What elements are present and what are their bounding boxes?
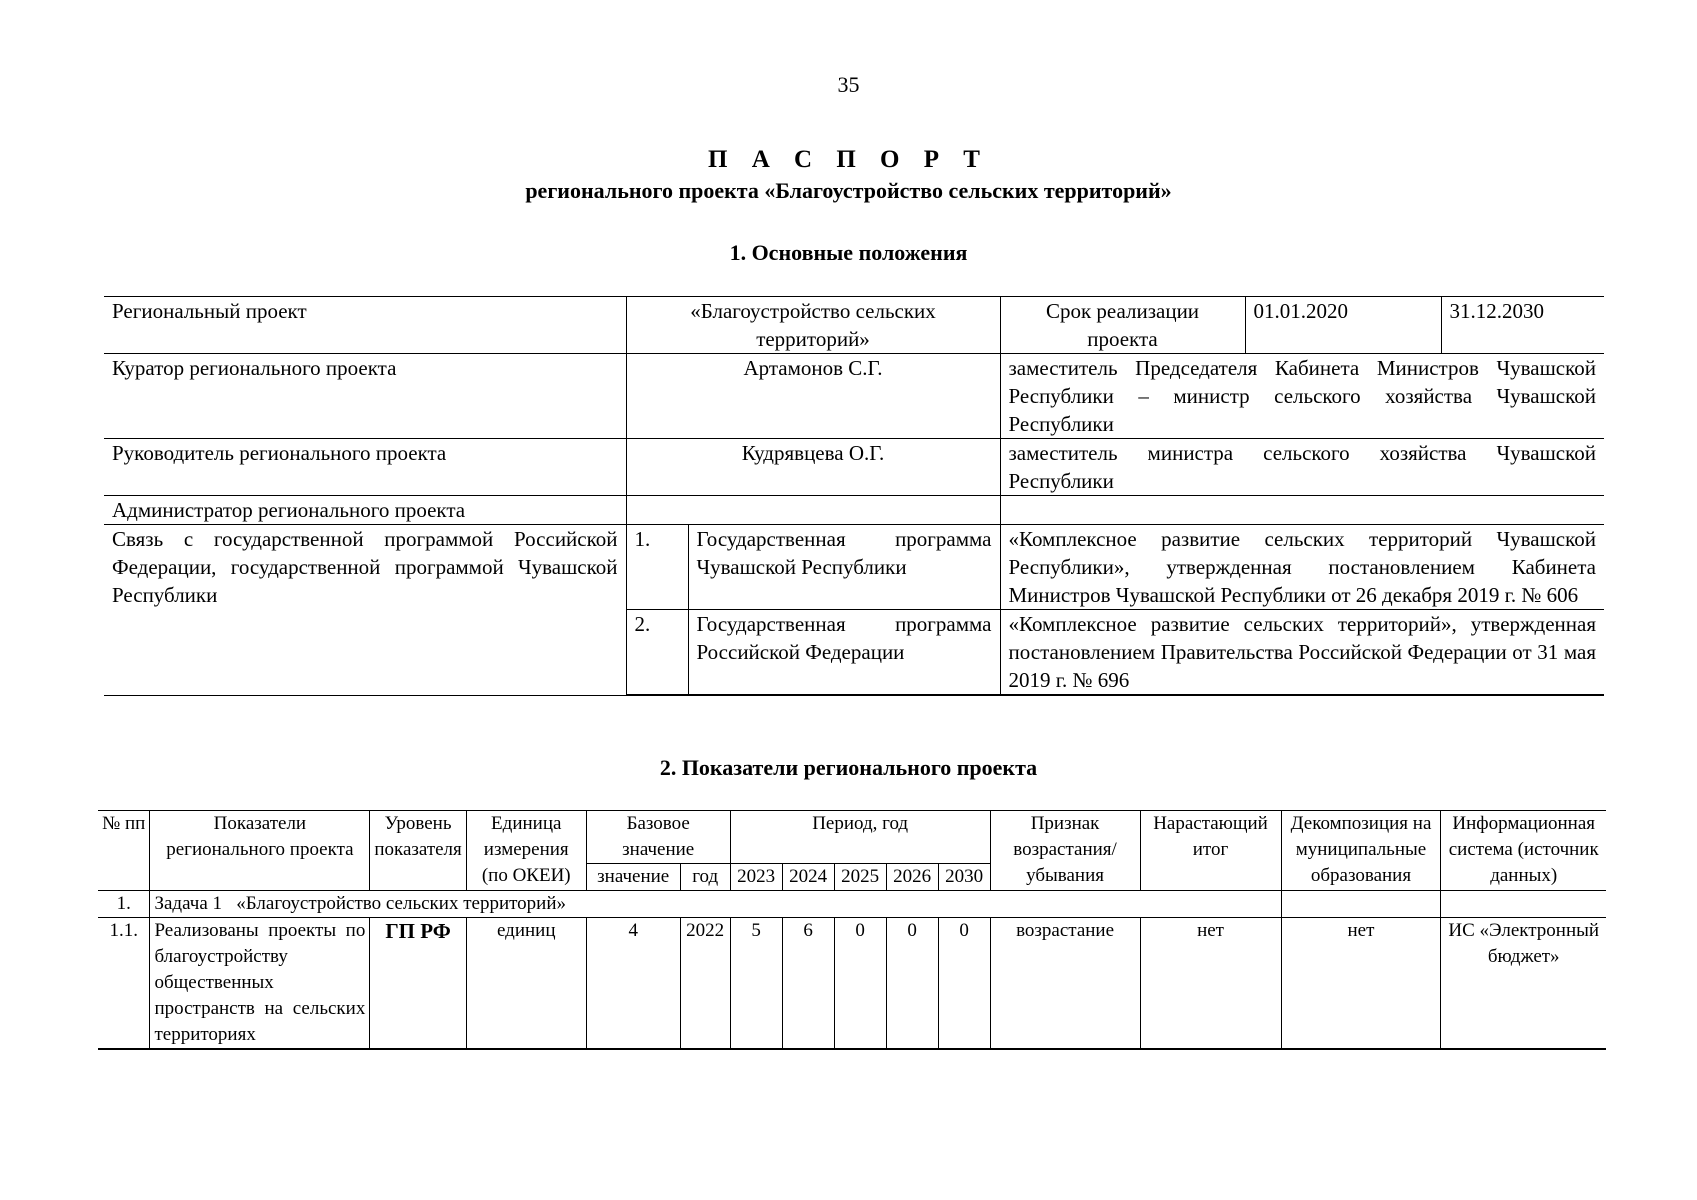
admin-name bbox=[626, 496, 1000, 525]
header-year: 2025 bbox=[834, 864, 886, 891]
program-num: 2. bbox=[626, 610, 688, 696]
program-name: Государственная программа Российской Федерации bbox=[688, 610, 1000, 696]
indicators-table bbox=[98, 810, 1606, 1050]
header-year: 2023 bbox=[730, 864, 782, 891]
main-provisions-table bbox=[104, 296, 1604, 696]
header-base: Базовое значение bbox=[586, 811, 730, 864]
head-name: Кудрявцева О.Г. bbox=[626, 439, 1000, 496]
header-base-value: значение bbox=[586, 864, 680, 891]
row-info-system: ИС «Электронный бюджет» bbox=[1441, 918, 1606, 1050]
project-row bbox=[104, 297, 1604, 354]
row-year-value: 6 bbox=[782, 918, 834, 1050]
head-position: заместитель министра сельского хозяйства Чувашской Республики bbox=[1000, 439, 1604, 496]
header-year: 2024 bbox=[782, 864, 834, 891]
header-base-year: год bbox=[680, 864, 730, 891]
row-year-value: 0 bbox=[834, 918, 886, 1050]
row-decomposition: нет bbox=[1281, 918, 1441, 1050]
task-empty bbox=[1281, 891, 1441, 918]
term-end: 31.12.2030 bbox=[1441, 297, 1604, 354]
task-num: 1. bbox=[98, 891, 150, 918]
header-year: 2030 bbox=[938, 864, 990, 891]
row-cumulative: нет bbox=[1140, 918, 1281, 1050]
row-num: 1.1. bbox=[98, 918, 150, 1050]
head-row bbox=[104, 439, 1604, 496]
program-desc: «Комплексное развитие сельских территорий», утвержденная постановлением Правительства Российской Федерации от 31 мая 2019 г. № 696 bbox=[1000, 610, 1604, 696]
header-info-system: Информационная система (источник данных) bbox=[1441, 811, 1606, 891]
program-num: 1. bbox=[626, 525, 688, 610]
header-trend: Признак возрастания/ убывания bbox=[990, 811, 1140, 891]
row-year-value: 5 bbox=[730, 918, 782, 1050]
curator-name: Артамонов С.Г. bbox=[626, 354, 1000, 439]
row-base-value: 4 bbox=[586, 918, 680, 1050]
document-title: П А С П О Р Т bbox=[708, 146, 989, 173]
row-year-value: 0 bbox=[886, 918, 938, 1050]
header-cumulative: Нарастающий итог bbox=[1140, 811, 1281, 891]
table-row bbox=[98, 918, 1606, 1050]
admin-position bbox=[1000, 496, 1604, 525]
admin-label: Администратор регионального проекта bbox=[104, 496, 626, 525]
row-base-year: 2022 bbox=[680, 918, 730, 1050]
task-text: Задача 1 «Благоустройство сельских территорий» bbox=[150, 891, 1281, 918]
header-level: Уровень показателя bbox=[370, 811, 466, 891]
program-desc: «Комплексное развитие сельских территорий Чувашской Республики», утвержденная постановлением Кабинета Министров Чувашской Республики от 26 декабря 2019 г. № 606 bbox=[1000, 525, 1604, 610]
page-number: 35 bbox=[837, 72, 860, 97]
term-start: 01.01.2020 bbox=[1245, 297, 1441, 354]
header-indicator: Показатели регионального проекта bbox=[150, 811, 370, 891]
admin-row bbox=[104, 496, 1604, 525]
row-unit: единиц bbox=[466, 918, 586, 1050]
row-year-value: 0 bbox=[938, 918, 990, 1050]
term-label: Срок реализации проекта bbox=[1000, 297, 1245, 354]
section1-heading: 1. Основные положения bbox=[729, 240, 968, 265]
program-name: Государственная программа Чувашской Республики bbox=[688, 525, 1000, 610]
header-period: Период, год bbox=[730, 811, 990, 864]
row-indicator: Реализованы проекты по благоустройству общественных пространств на сельских территориях bbox=[150, 918, 370, 1050]
project-name: «Благоустройство сельских территорий» bbox=[626, 297, 1000, 354]
document-subtitle: регионального проекта «Благоустройство сельских территорий» bbox=[525, 178, 1172, 203]
project-label: Региональный проект bbox=[104, 297, 626, 354]
curator-position: заместитель Председателя Кабинета Министров Чувашской Республики – министр сельского хозяйства Чувашской Республики bbox=[1000, 354, 1604, 439]
section2-heading: 2. Показатели регионального проекта bbox=[659, 755, 1038, 780]
header-unit: Единица измерения (по ОКЕИ) bbox=[466, 811, 586, 891]
program-link-label: Связь с государственной программой Российской Федерации, государственной программой Чувашской Республики bbox=[104, 525, 626, 696]
head-label: Руководитель регионального проекта bbox=[104, 439, 626, 496]
header-num: № пп bbox=[98, 811, 150, 891]
header-decomposition: Декомпозиция на муниципальные образования bbox=[1281, 811, 1441, 891]
task-empty bbox=[1441, 891, 1606, 918]
row-trend: возрастание bbox=[990, 918, 1140, 1050]
row-level: ГП РФ bbox=[370, 918, 466, 1050]
program-row bbox=[104, 525, 1604, 610]
task-row bbox=[98, 891, 1606, 918]
curator-row bbox=[104, 354, 1604, 439]
header-year: 2026 bbox=[886, 864, 938, 891]
curator-label: Куратор регионального проекта bbox=[104, 354, 626, 439]
